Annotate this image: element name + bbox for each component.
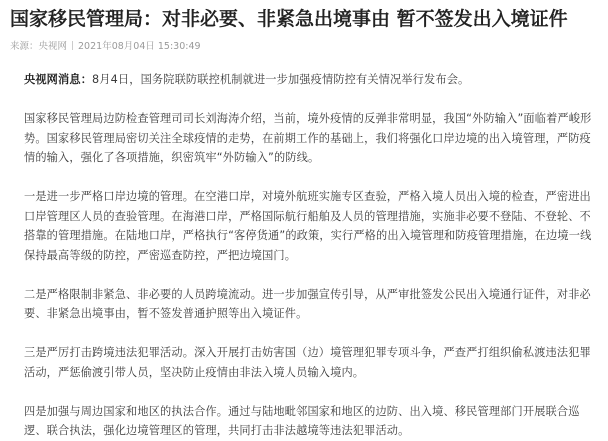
body-paragraph-3: 二是严格限制非紧急、非必要的人员跨境流动。进一步加强宣传引导，从严审批签发公民出入境通行证件，对非必要、非紧急出境事由，暂不签发普通护照等出入境证件。 bbox=[24, 287, 591, 320]
lead-text: 8月4日，国务院联防联控机制就进一步加强疫情防控有关情况举行发布会。 bbox=[92, 73, 470, 86]
body-paragraph-2: 一是进一步严格口岸边境的管理。在空港口岸，对境外航班实施专区查验，严格入境人员出入境的检查，严密进出口岸管理区人员的查验管理。在海港口岸，严格国际航行船舶及人员的管理措施，实施非必要不登陆、不登轮、不搭靠的管理措施。在陆地口岸，严格执行“客停货通”的政策，实行严格的出入境管理和防疫管理措施，在边境一线保持最高等级的防控，严密巡查防控，严把边境国门。 bbox=[24, 190, 592, 262]
article-title: 国家移民管理局：对非必要、非紧急出境事由 暂不签发出入境证件 bbox=[10, 8, 568, 30]
article-datetime: 2021年08月04日 15:30:49 bbox=[78, 41, 201, 52]
body-paragraph-5: 四是加强与周边国家和地区的执法合作。通过与陆地毗邻国家和地区的边防、出入境、移民管理部门开展联合巡逻、联合执法，强化边境管理区的管理，共同打击非法越境等违法犯罪活动。 bbox=[24, 404, 580, 437]
lead-label: 央视网消息： bbox=[24, 73, 93, 86]
article-source: 来源：央视网 bbox=[10, 41, 68, 52]
body-paragraph-1: 国家移民管理局边防检查管理司司长刘海涛介绍，当前，境外疫情的反弹非常明显，我国“外防输入”面临着严峻形势。国家移民管理局密切关注全球疫情的走势，在前期工作的基础上，我们将强化口岸边境的出入境管理，严防疫情的输入，强化了各项措施，织密筑牢“外防输入”的防线。 bbox=[24, 112, 592, 164]
article-body bbox=[10, 70, 598, 441]
lead-paragraph bbox=[24, 70, 592, 90]
article-meta bbox=[10, 40, 598, 53]
meta-divider bbox=[72, 41, 73, 50]
body-paragraph-4: 三是严厉打击跨境违法犯罪活动。深入开展打击妨害国（边）境管理犯罪专项斗争，严查严打组织偷私渡违法犯罪活动，严惩偷渡引带人员，坚决防止疫情由非法入境人员输入境内。 bbox=[24, 346, 591, 379]
